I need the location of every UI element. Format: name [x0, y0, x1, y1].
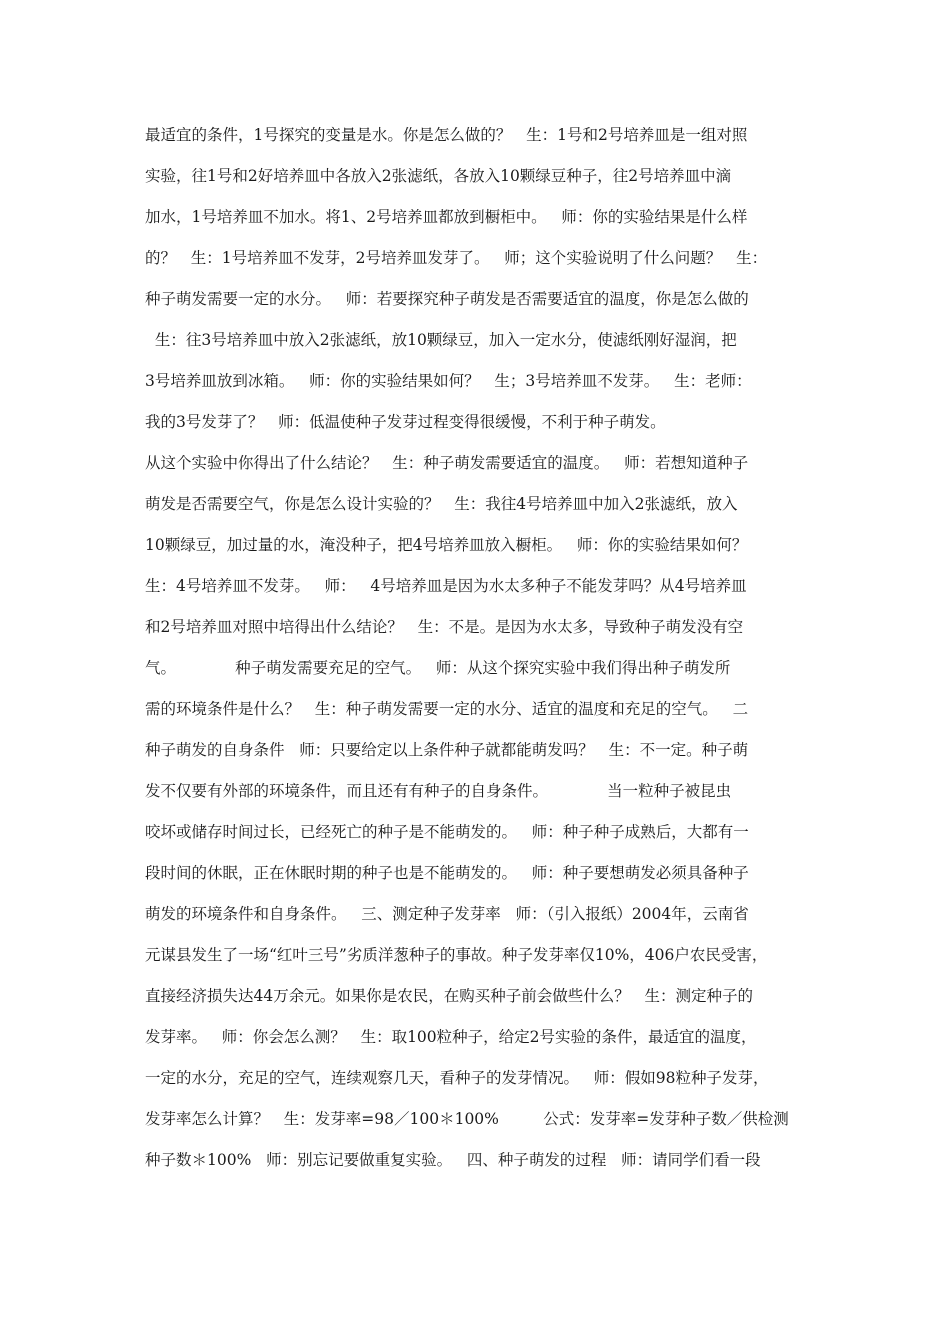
text-line: 加水，1号培养皿不加水。将1、2号培养皿都放到橱柜中。 师：你的实验结果是什么样 [145, 208, 748, 226]
text-line: 萌发的环境条件和自身条件。 三、测定种子发芽率 师：（引入报纸）2004年，云南省 [145, 905, 749, 923]
text-line: 段时间的休眠，正在休眠时期的种子也是不能萌发的。 师：种子要想萌发必须具备种子 [145, 864, 749, 882]
text-line: 种子萌发需要一定的水分。 师：若要探究种子萌发是否需要适宜的温度，你是怎么做的 [145, 290, 749, 308]
document-body [145, 120, 815, 1186]
text-line: 种子萌发的自身条件 师：只要给定以上条件种子就都能萌发吗？ 生：不一定。种子萌 [145, 741, 749, 759]
text-line: 咬坏或储存时间过长，已经死亡的种子是不能萌发的。 师：种子种子成熟后，大都有一 [145, 823, 749, 841]
text-line: 直接经济损失达44万余元。如果你是农民，在购买种子前会做些什么？ 生：测定种子的 [145, 987, 754, 1005]
text-line: 发不仅要有外部的环境条件，而且还有有种子的自身条件。 当一粒种子被昆虫 [145, 782, 732, 800]
text-line: 元谋县发生了一场“红叶三号”劣质洋葱种子的事故。种子发芽率仅10%，406户农民受害， [145, 946, 768, 964]
text-line: 一定的水分，充足的空气，连续观察几天，看种子的发芽情况。 师：假如98粒种子发芽， [145, 1069, 769, 1087]
text-line: 实验，往1号和2好培养皿中各放入2张滤纸，各放入10颗绿豆种子，往2号培养皿中滴 [145, 167, 732, 185]
text-line: 最适宜的条件，1号探究的变量是水。你是怎么做的？ 生：1号和2号培养皿是一组对照 [145, 126, 748, 144]
text-line: 生：往3号培养皿中放入2张滤纸，放10颗绿豆，加入一定水分，使滤纸刚好湿润，把 [145, 331, 737, 349]
text-line: 种子数＊100% 师：别忘记要做重复实验。 四、种子萌发的过程 师：请同学们看一段 [145, 1151, 761, 1169]
text-line: 萌发是否需要空气，你是怎么设计实验的？ 生：我往4号培养皿中加入2张滤纸，放入 [145, 495, 738, 513]
text-line: 3号培养皿放到冰箱。 师：你的实验结果如何？ 生；3号培养皿不发芽。 生：老师： [145, 372, 752, 390]
text-line: 和2号培养皿对照中培得出什么结论？ 生：不是。是因为水太多，导致种子萌发没有空 [145, 618, 744, 636]
text-line: 发芽率。 师：你会怎么测？ 生：取100粒种子，给定2号实验的条件，最适宜的温度， [145, 1028, 757, 1046]
text-line: 需的环境条件是什么？ 生：种子萌发需要一定的水分、适宜的温度和充足的空气。 二 [145, 700, 749, 718]
text-line: 10颗绿豆，加过量的水，淹没种子，把4号培养皿放入橱柜。 师：你的实验结果如何？ [145, 536, 748, 554]
text-line: 生：4号培养皿不发芽。 师： 4号培养皿是因为水太多种子不能发芽吗？从4号培养皿 [145, 577, 747, 595]
text-line: 气。 种子萌发需要充足的空气。 师：从这个探究实验中我们得出种子萌发所 [145, 659, 731, 677]
text-line: 从这个实验中你得出了什么结论？ 生：种子萌发需要适宜的温度。 师：若想知道种子 [145, 454, 749, 472]
text-line: 的？ 生：1号培养皿不发芽，2号培养皿发芽了。 师；这个实验说明了什么问题？ 生： [145, 249, 768, 267]
text-line: 发芽率怎么计算？ 生：发芽率=98／100＊100% 公式：发芽率=发芽种子数／供检测 [145, 1110, 789, 1128]
text-line: 我的3号发芽了？ 师：低温使种子发芽过程变得很缓慢，不利于种子萌发。 [145, 413, 666, 431]
